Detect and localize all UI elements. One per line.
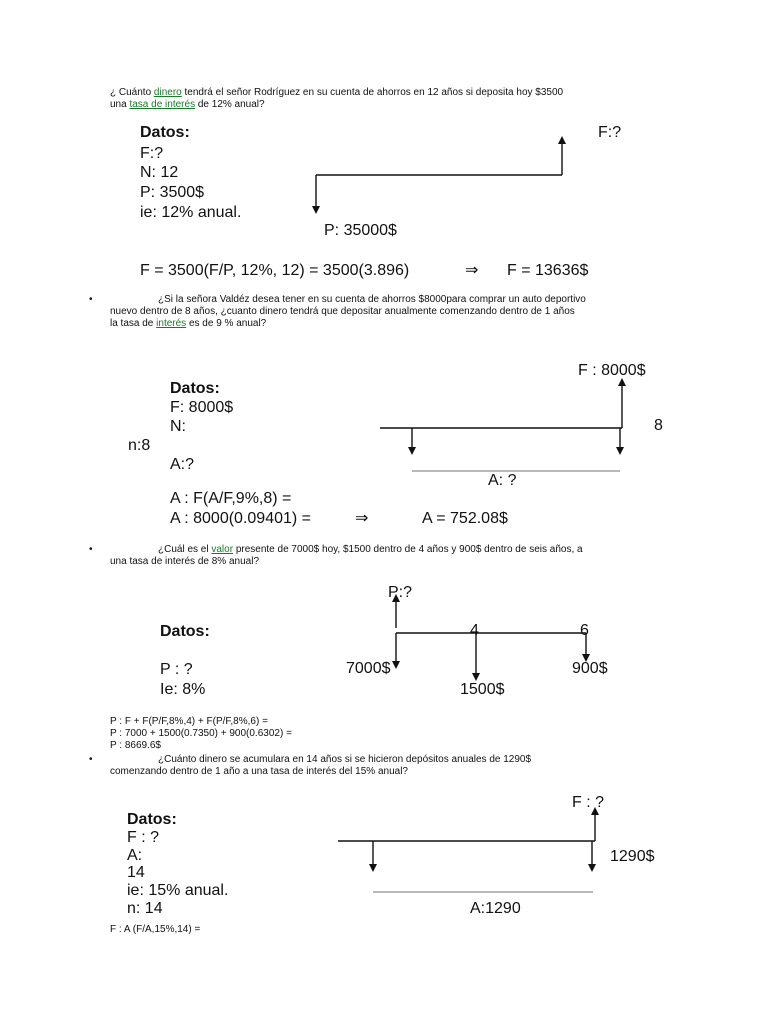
q3-text-l1pre: ¿Cuál es el bbox=[158, 544, 212, 555]
q4-diagram-annuity-label: A:1290 bbox=[470, 900, 521, 917]
q4-datos-a: A: bbox=[127, 847, 143, 864]
q4-datos-14: 14 bbox=[127, 864, 145, 881]
q1-equation: F = 3500(F/P, 12%, 12) = 3500(3.896) bbox=[140, 262, 410, 279]
q1-datos-p: P: 3500$ bbox=[140, 184, 205, 201]
q4-formula: F : A (F/A,15%,14) = bbox=[110, 924, 201, 935]
q4-datos-heading: Datos: bbox=[127, 811, 177, 828]
q3-question-line2: una tasa de interés de 8% anual? bbox=[110, 556, 259, 567]
q3-text-l1post: presente de 7000$ hoy, $1500 dentro de 4 años y 900$ dentro de seis años, a bbox=[233, 544, 583, 555]
q3-diagram-period-4: 4 bbox=[470, 622, 479, 639]
q1-diagram-top-label: F:? bbox=[598, 124, 622, 141]
q2-question-line2: nuevo dentro de 8 años, ¿cuanto dinero tendrá que depositar anualmente comenzando dentro de 1 años bbox=[110, 306, 575, 317]
q1-datos-n: N: 12 bbox=[140, 164, 179, 181]
q2-diagram-top-label: F : 8000$ bbox=[578, 362, 646, 379]
q4-diagram-deposit-label: 1290$ bbox=[610, 848, 655, 865]
q2-datos-n: N: bbox=[170, 418, 186, 435]
q2-datos-f: F: 8000$ bbox=[170, 399, 234, 416]
q4-datos-n: n: 14 bbox=[127, 900, 163, 917]
q2-question-line1: ¿Si la señora Valdéz desea tener en su cuenta de ahorros $8000para comprar un auto deportivo bbox=[158, 294, 586, 305]
q4-question-line1: ¿Cuánto dinero se acumulara en 14 años si se hicieron depósitos anuales de 1290$ bbox=[158, 754, 532, 765]
q4-datos-f: F : ? bbox=[127, 829, 160, 846]
q1-datos-ie: ie: 12% anual. bbox=[140, 204, 242, 221]
q2-equation-line2: A : 8000(0.09401) = bbox=[170, 510, 311, 527]
q4-diagram-top-label: F : ? bbox=[572, 794, 605, 811]
q4-datos-ie: ie: 15% anual. bbox=[127, 882, 229, 899]
q4-cash-flow-diagram bbox=[338, 811, 595, 892]
q2-cash-flow-diagram bbox=[380, 382, 622, 471]
link-interes[interactable]: interés bbox=[156, 318, 187, 329]
q1-datos-heading: Datos: bbox=[140, 124, 190, 141]
q1-datos-f: F:? bbox=[140, 145, 164, 162]
link-dinero[interactable]: dinero bbox=[153, 87, 182, 98]
q1-result: F = 13636$ bbox=[507, 262, 589, 279]
q2-diagram-annuity-label: A: ? bbox=[488, 472, 517, 489]
q2-implies-arrow: ⇒ bbox=[355, 510, 369, 527]
q3-formula-line2: P : 7000 + 1500(0.7350) + 900(0.6302) = bbox=[110, 728, 292, 739]
q2-text-l3pre: la tasa de bbox=[110, 318, 157, 329]
q2-datos-heading: Datos: bbox=[170, 380, 220, 397]
q3-diagram-value-900: 900$ bbox=[572, 660, 608, 677]
link-tasa-de-interes[interactable]: tasa de interés bbox=[129, 99, 196, 110]
q1-diagram-bottom-label: P: 35000$ bbox=[324, 222, 397, 239]
q2-datos-n8: n:8 bbox=[128, 437, 151, 454]
q3-diagram-top-label: P:? bbox=[388, 584, 413, 601]
q1-text-mid: tendrá el señor Rodríguez en su cuenta de ahorros en 12 años si deposita hoy $3500 bbox=[181, 87, 564, 98]
q3-datos-ie: Ie: 8% bbox=[160, 681, 206, 698]
q3-formula-line1: P : F + F(P/F,8%,4) + F(P/F,8%,6) = bbox=[110, 716, 268, 727]
q1-text-l2post: de 12% anual? bbox=[195, 99, 265, 110]
q1-text-pre: ¿ Cuánto bbox=[110, 87, 154, 98]
q1-implies-arrow: ⇒ bbox=[465, 262, 479, 279]
q3-bullet: • bbox=[89, 544, 93, 555]
q3-cash-flow-diagram bbox=[396, 598, 586, 677]
q3-formula-line3: P : 8669.6$ bbox=[110, 740, 161, 751]
q3-datos-heading: Datos: bbox=[160, 623, 210, 640]
q4-question-line2: comenzando dentro de 1 año a una tasa de interés del 15% anual? bbox=[110, 766, 408, 777]
q3-diagram-value-1500: 1500$ bbox=[460, 681, 505, 698]
q2-diagram-period-label: 8 bbox=[654, 417, 663, 434]
link-valor[interactable]: valor bbox=[211, 544, 234, 555]
q2-equation-line1: A : F(A/F,9%,8) = bbox=[170, 490, 292, 507]
q2-bullet: • bbox=[89, 294, 93, 305]
q3-diagram-period-6: 6 bbox=[580, 622, 589, 639]
q2-datos-a: A:? bbox=[170, 456, 195, 473]
q2-text-l3post: es de 9 % anual? bbox=[186, 318, 267, 329]
q3-diagram-value-7000: 7000$ bbox=[346, 660, 391, 677]
q1-cash-flow-diagram bbox=[316, 140, 562, 210]
q2-result: A = 752.08$ bbox=[422, 510, 508, 527]
q3-datos-p: P : ? bbox=[160, 661, 193, 678]
q4-bullet: • bbox=[89, 754, 93, 765]
q1-text-l2pre: una bbox=[110, 99, 130, 110]
